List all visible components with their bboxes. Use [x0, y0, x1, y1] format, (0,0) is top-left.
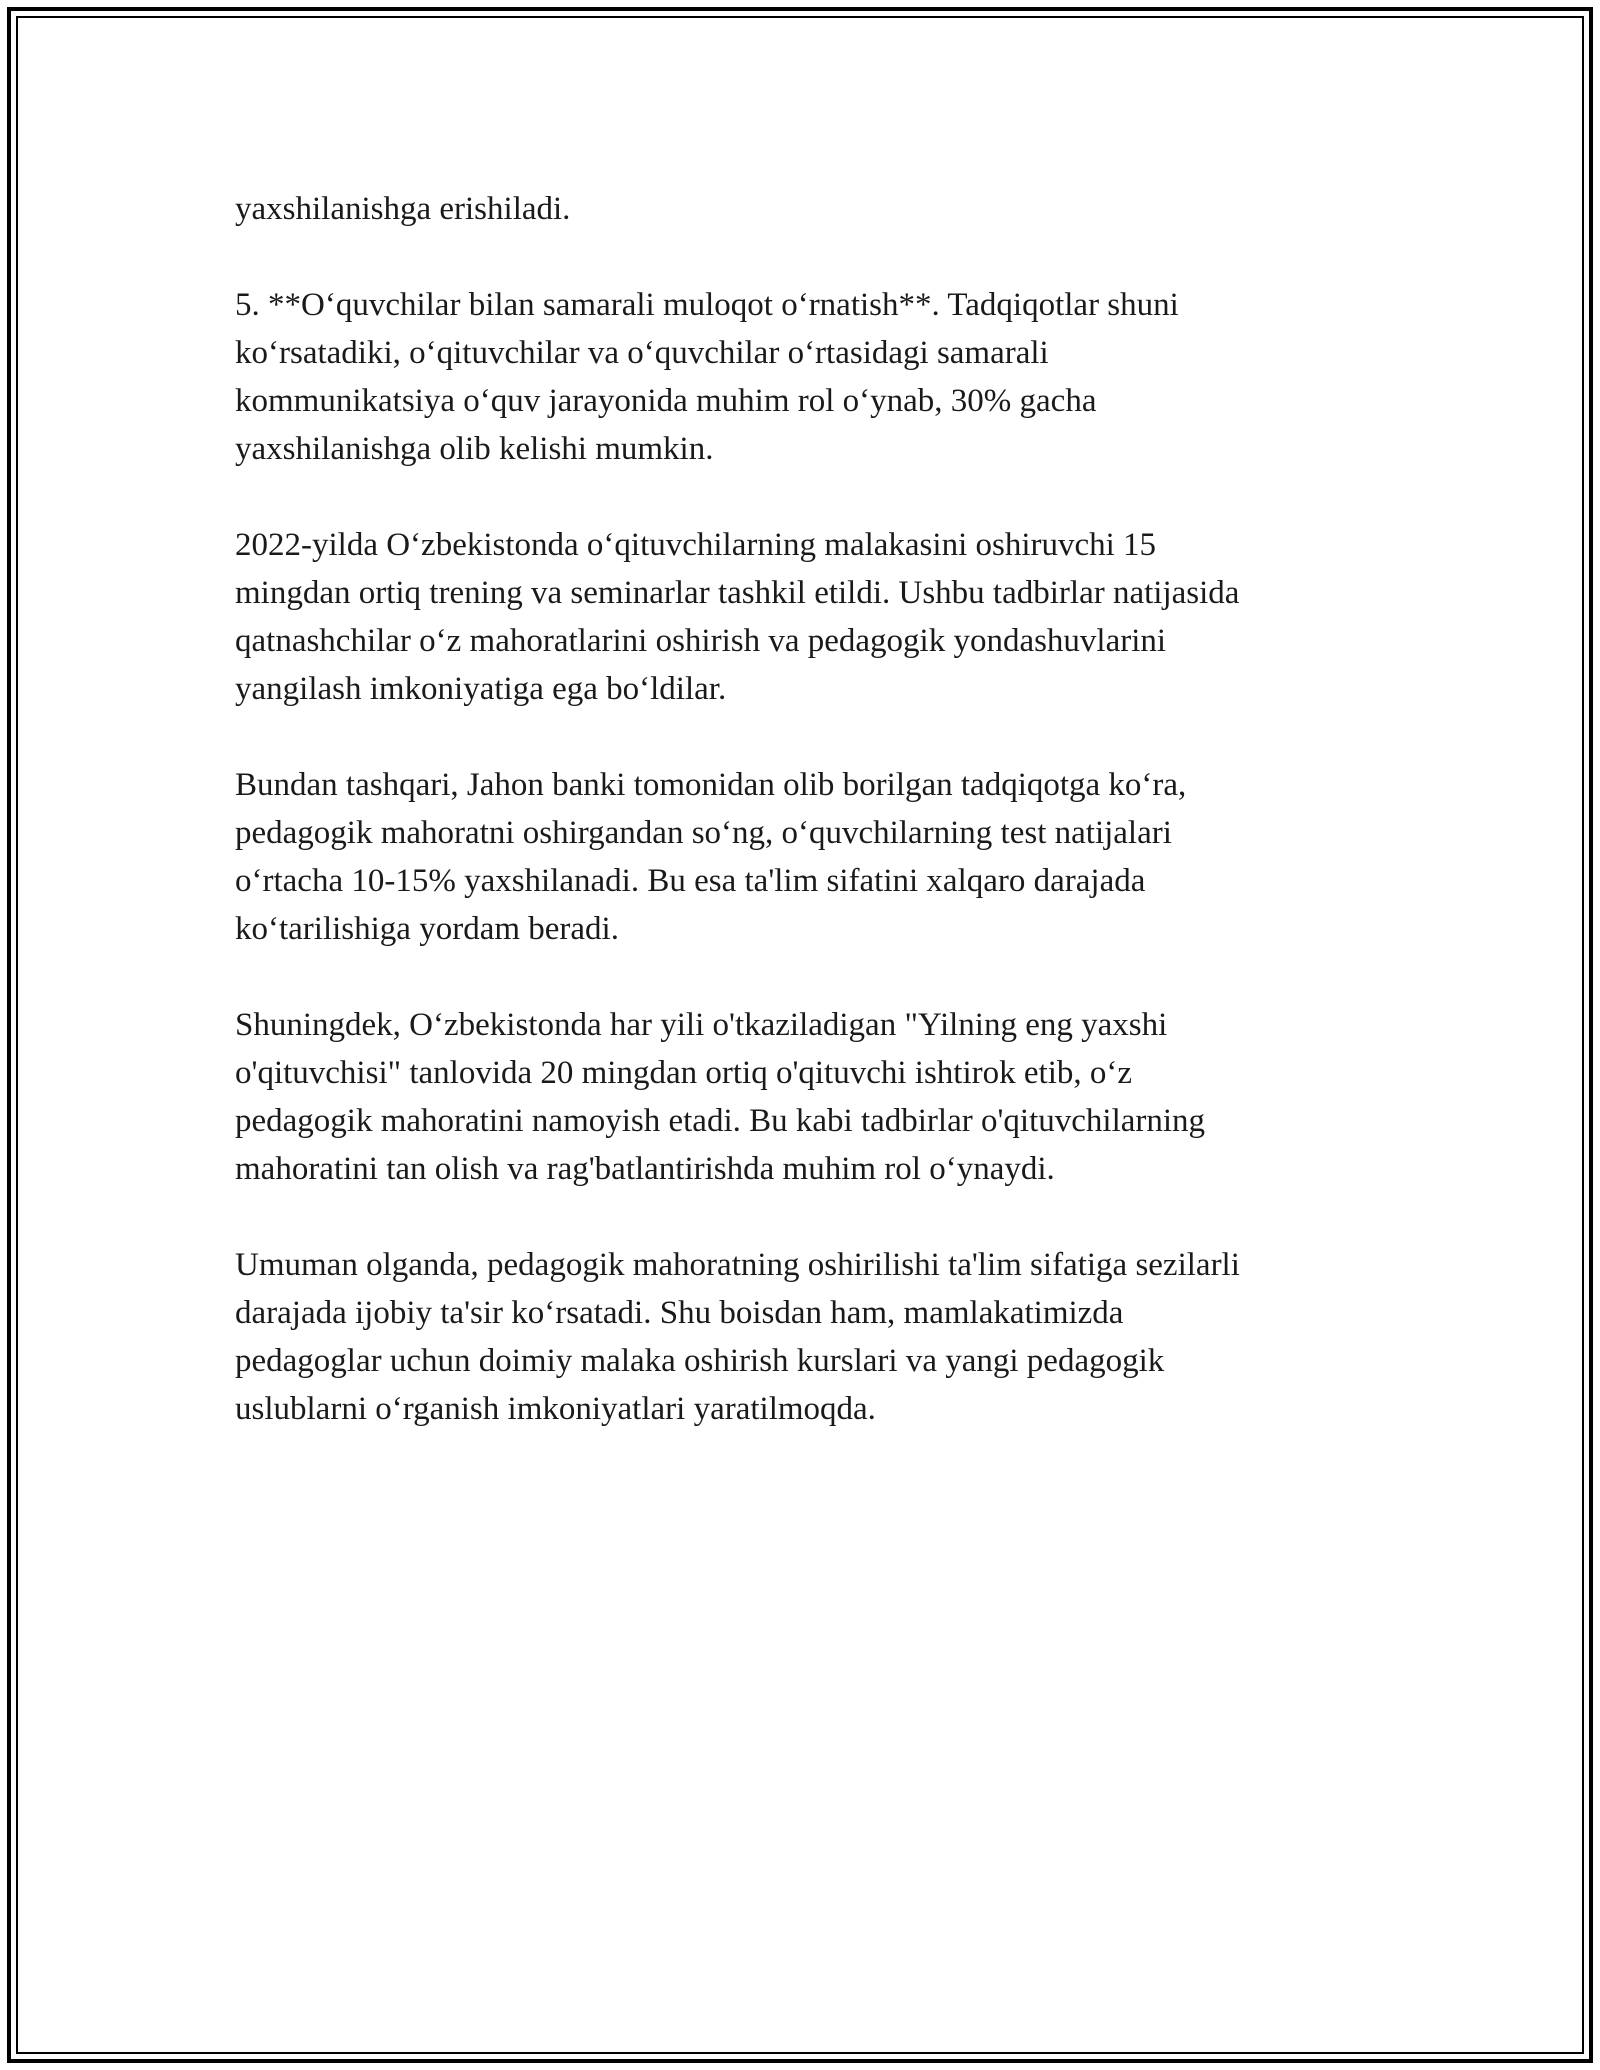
paragraph-continuation: yaxshilanishga erishiladi. — [235, 191, 571, 227]
paragraph-conclusion: Umuman olganda, pedagogik mahoratning oshirilishi ta'lim sifatiga sezilarli darajada ijobiy ta'sir ko‘rsatadi. Shu boisdan ham, mamlakatimizda pedagoglar uchun doimiy malaka oshirish kurslari va yangi pedagogik uslublarni o‘rganish imkoniyatlari yaratilmoqda. — [235, 1247, 1240, 1427]
paragraph-training-2022: 2022-yilda O‘zbekistonda o‘qituvchilarning malakasini oshiruvchi 15 mingdan ortiq trening va seminarlar tashkil etildi. Ushbu tadbirlar natijasida qatnashchilar o‘z mahoratlarini oshirish va pedagogik yondashuvlarini yangilash imkoniyatiga ega bo‘ldilar. — [235, 527, 1240, 707]
paragraph-world-bank: Bundan tashqari, Jahon banki tomonidan olib borilgan tadqiqotga ko‘ra, pedagogik mahoratni oshirgandan so‘ng, o‘quvchilarning test natijalari o‘rtacha 10-15% yaxshilanadi. Bu esa ta'lim sifatini xalqaro darajada ko‘tarilishiga yordam beradi. — [235, 767, 1187, 947]
document-body — [235, 185, 1365, 1481]
paragraph-item-5: 5. **O‘quvchilar bilan samarali muloqot o‘rnatish**. Tadqiqotlar shuni ko‘rsatadiki, o‘qituvchilar va o‘quvchilar o‘rtasidagi samarali kommunikatsiya o‘quv jarayonida muhim rol o‘ynab, 30% gacha yaxshilanishga olib kelishi mumkin. — [235, 287, 1179, 467]
paragraph-best-teacher: Shuningdek, O‘zbekistonda har yili o'tkaziladigan "Yilning eng yaxshi o'qituvchisi" tanlovida 20 mingdan ortiq o'qituvchi ishtirok etib, o‘z pedagogik mahoratini namoyish etadi. Bu kabi tadbirlar o'qituvchilarning mahoratini tan olish va rag'batlantirishda muhim rol o‘ynaydi. — [235, 1007, 1206, 1187]
